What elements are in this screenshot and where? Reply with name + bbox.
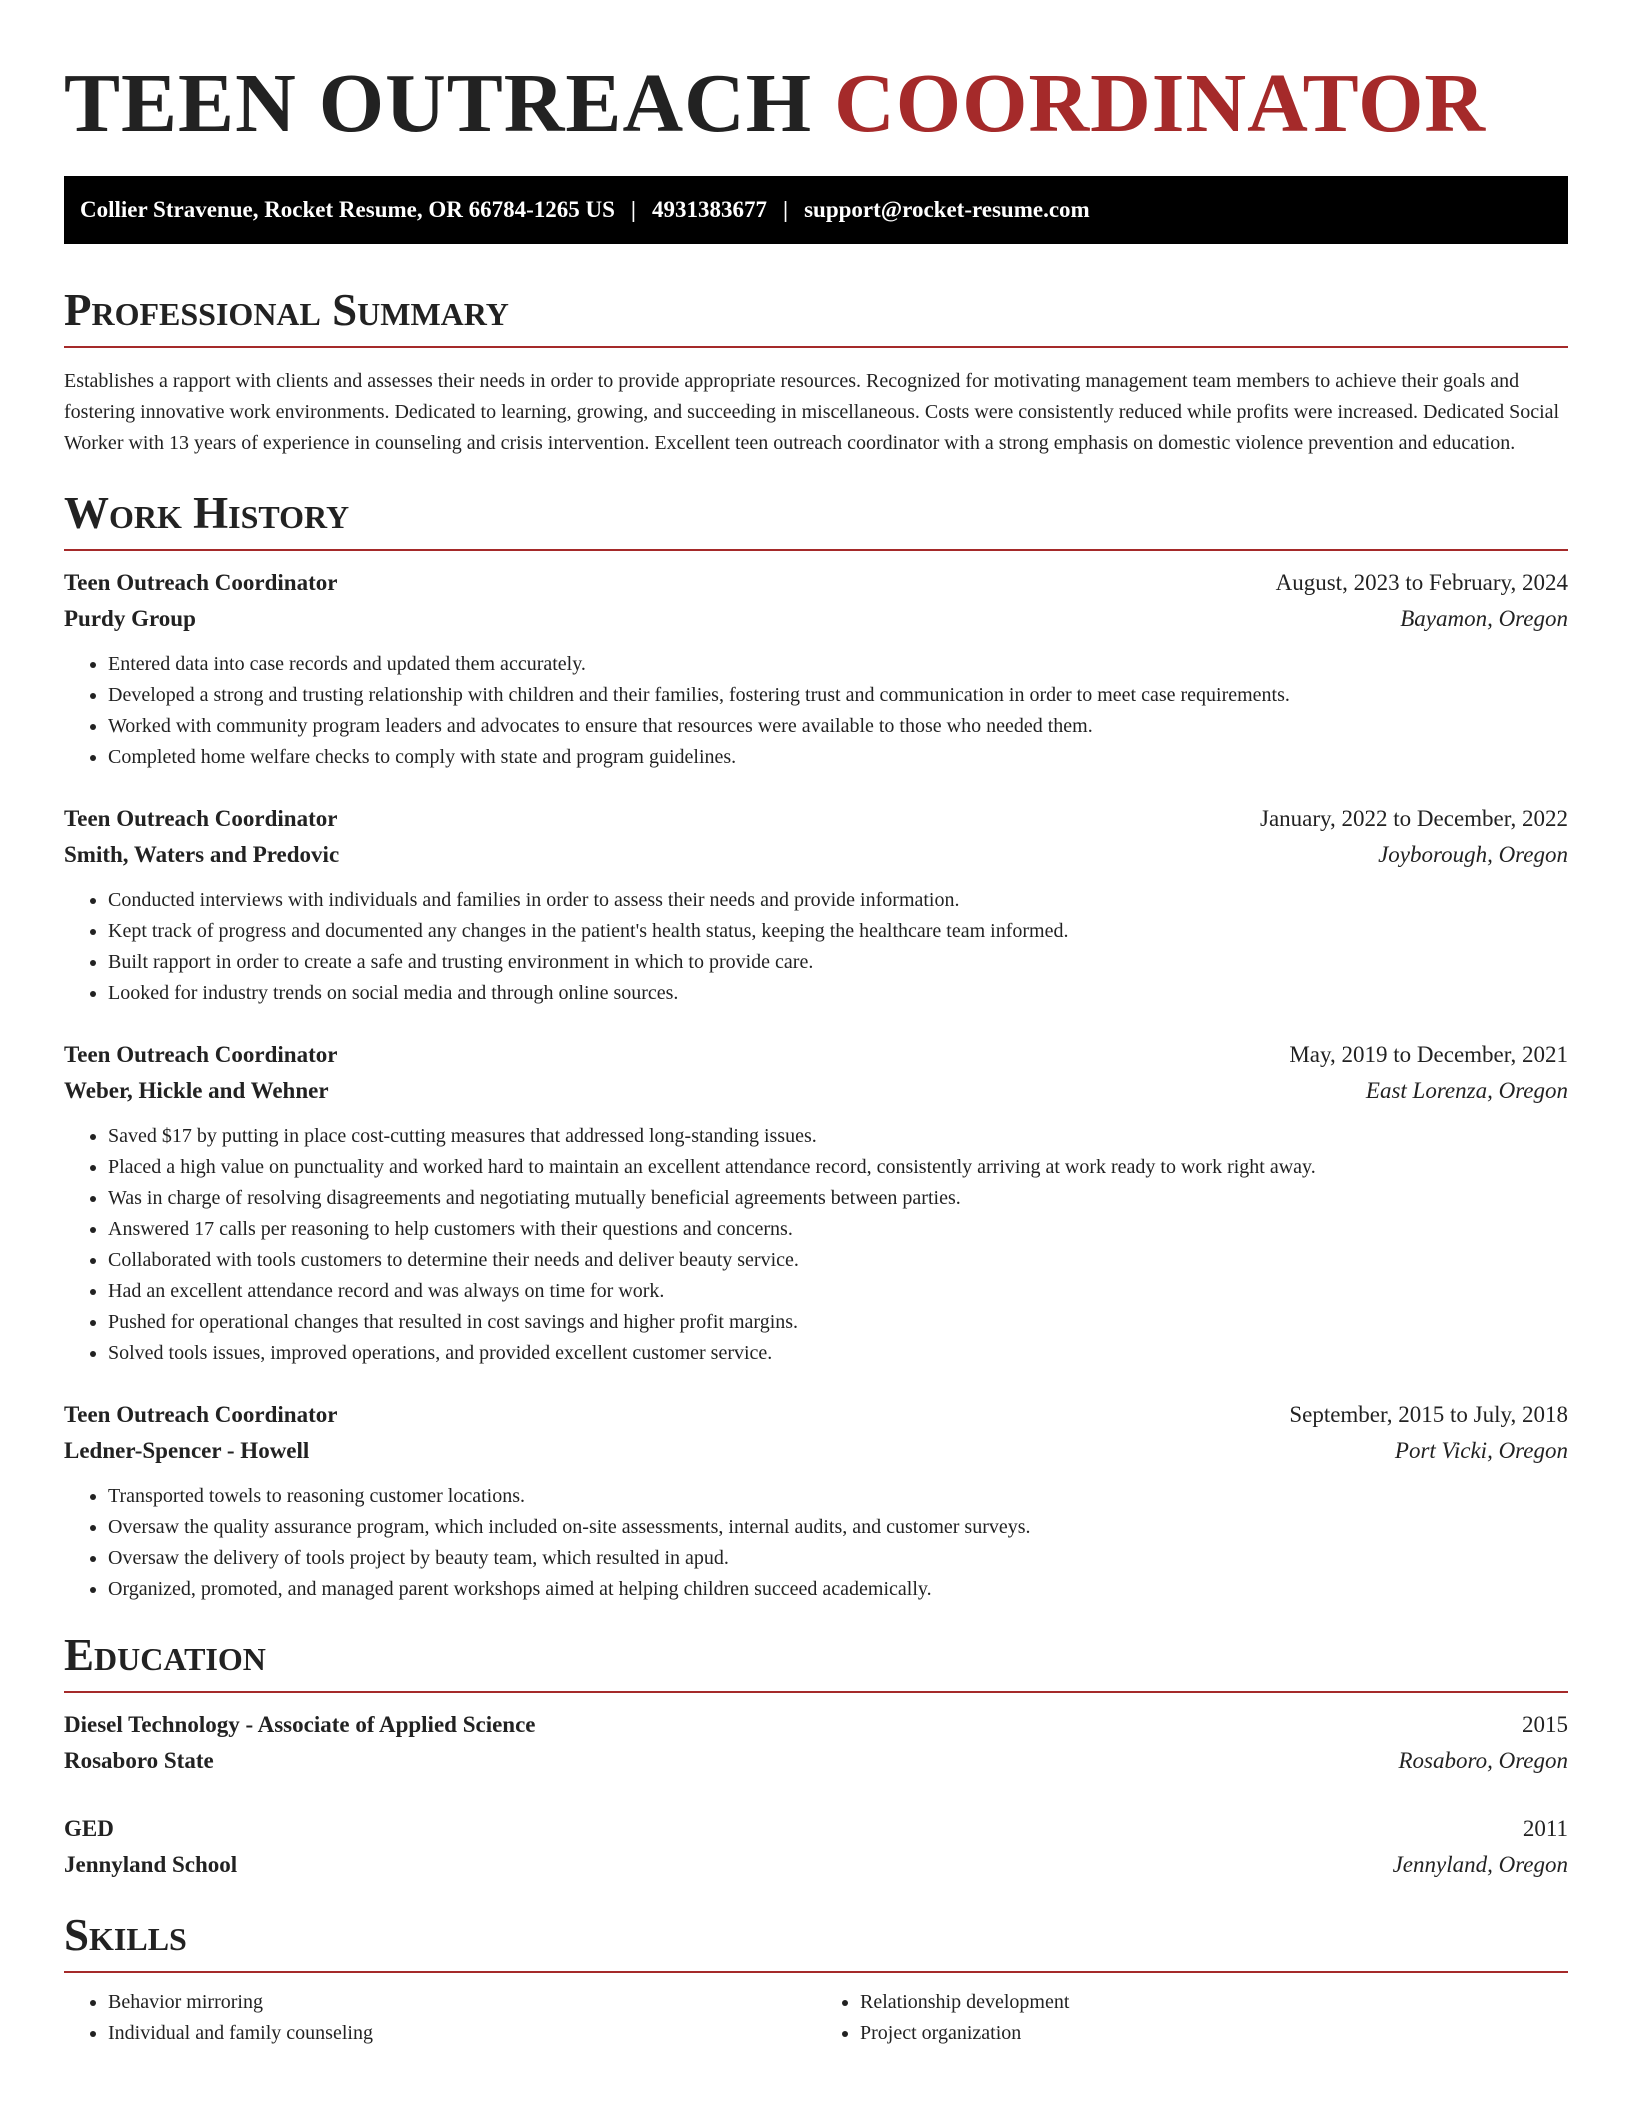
name-last: COORDINATOR [834, 57, 1487, 150]
job-dates: January, 2022 to December, 2022 [1260, 806, 1568, 831]
list-item: • Conducted interviews with individuals and families in order to assess their needs and provide information. [108, 885, 1568, 916]
resume-name [64, 58, 1568, 150]
list-item: • Saved $17 by putting in place cost-cutting measures that addressed long-standing issues. [108, 1121, 1568, 1152]
list-item: • Solved tools issues, improved operations, and provided excellent customer service. [108, 1338, 1568, 1369]
job-company: Ledner-Spencer - Howell [64, 1438, 310, 1463]
contact-separator: | [783, 197, 789, 222]
education-degree: Diesel Technology - Associate of Applied Science [64, 1712, 536, 1737]
name-first: TEEN OUTREACH [64, 57, 813, 150]
job-entry [64, 565, 1568, 773]
job-company: Smith, Waters and Predovic [64, 842, 340, 867]
section-title-summary: Professional Summary [64, 286, 1568, 348]
job-dates: May, 2019 to December, 2021 [1289, 1042, 1568, 1067]
education-degree: GED [64, 1816, 114, 1841]
education-location: Rosaboro, Oregon [1398, 1748, 1568, 1773]
section-title-education: Education [64, 1631, 1568, 1693]
job-dates: September, 2015 to July, 2018 [1289, 1402, 1568, 1427]
list-item: • Was in charge of resolving disagreements and negotiating mutually beneficial agreements between parties. [108, 1183, 1568, 1214]
contact-bar [64, 176, 1568, 244]
summary-text: Establishes a rapport with clients and assesses their needs in order to provide appropriate resources. Recognized for motivating management team members to achieve their goals and fostering innovative work environments. Dedicated to learning, growing, and succeeding in miscellaneous. Costs were consistently reduced while profits were increased. Dedicated Social Worker with 13 years of experience in counseling and crisis intervention. Excellent teen outreach coordinator with a strong emphasis on domestic violence prevention and education. [64, 370, 1560, 454]
work-section [64, 489, 1568, 1605]
job-location: Bayamon, Oregon [1400, 606, 1568, 631]
list-item: • Answered 17 calls per reasoning to help customers with their questions and concerns. [108, 1214, 1568, 1245]
contact-phone: 4931383677 [652, 197, 767, 222]
list-item: • Kept track of progress and documented any changes in the patient's health status, keeping the healthcare team informed. [108, 916, 1568, 947]
job-company: Weber, Hickle and Wehner [64, 1078, 329, 1103]
list-item: • Collaborated with tools customers to determine their needs and deliver beauty service. [108, 1245, 1568, 1276]
summary-section [64, 286, 1568, 459]
job-bullets [64, 1481, 1568, 1605]
list-item: • Built rapport in order to create a safe and trusting environment in which to provide care. [108, 947, 1568, 978]
contact-email: support@rocket-resume.com [804, 197, 1090, 222]
education-year: 2011 [1522, 1816, 1568, 1841]
education-school: Rosaboro State [64, 1748, 214, 1773]
list-item: • Entered data into case records and updated them accurately. [108, 649, 1568, 680]
list-item: • Developed a strong and trusting relationship with children and their families, fostering trust and communication in order to meet case requirements. [108, 680, 1568, 711]
list-item: • Individual and family counseling [108, 2018, 816, 2049]
job-dates: August, 2023 to February, 2024 [1275, 570, 1568, 595]
education-year: 2015 [1522, 1712, 1568, 1737]
section-title-work: Work History [64, 489, 1568, 551]
contact-address: Collier Stravenue, Rocket Resume, OR 66784-1265 US [80, 197, 615, 222]
education-section [64, 1631, 1568, 1883]
skills-list-right [816, 1987, 1568, 2049]
job-location: East Lorenza, Oregon [1365, 1078, 1568, 1103]
education-entry [64, 1811, 1568, 1883]
list-item: • Completed home welfare checks to comply with state and program guidelines. [108, 742, 1568, 773]
skills-list-left [64, 1987, 816, 2049]
skills-section [64, 1911, 1568, 2049]
education-school: Jennyland School [64, 1852, 238, 1877]
job-location: Port Vicki, Oregon [1394, 1438, 1568, 1463]
job-role: Teen Outreach Coordinator [64, 1402, 338, 1427]
job-entry [64, 801, 1568, 1009]
job-bullets [64, 1121, 1568, 1369]
list-item: • Placed a high value on punctuality and worked hard to maintain an excellent attendance record, consistently arriving at work ready to work right away. [108, 1152, 1568, 1183]
education-location: Jennyland, Oregon [1392, 1852, 1568, 1877]
list-item: • Organized, promoted, and managed parent workshops aimed at helping children succeed academically. [108, 1574, 1568, 1605]
skills-columns [64, 1973, 1568, 2049]
list-item: • Worked with community program leaders and advocates to ensure that resources were available to those who needed them. [108, 711, 1568, 742]
list-item: • Relationship development [860, 1987, 1568, 2018]
list-item: • Behavior mirroring [108, 1987, 816, 2018]
section-title-skills: Skills [64, 1911, 1568, 1973]
list-item: • Oversaw the delivery of tools project by beauty team, which resulted in apud. [108, 1543, 1568, 1574]
education-entry [64, 1707, 1568, 1779]
job-bullets [64, 649, 1568, 773]
job-entry [64, 1037, 1568, 1369]
job-entry [64, 1397, 1568, 1605]
job-role: Teen Outreach Coordinator [64, 570, 338, 595]
list-item: • Oversaw the quality assurance program, which included on-site assessments, internal audits, and customer surveys. [108, 1512, 1568, 1543]
list-item: • Transported towels to reasoning customer locations. [108, 1481, 1568, 1512]
list-item: • Had an excellent attendance record and was always on time for work. [108, 1276, 1568, 1307]
list-item: • Pushed for operational changes that resulted in cost savings and higher profit margins. [108, 1307, 1568, 1338]
contact-separator: | [630, 197, 636, 222]
list-item: • Looked for industry trends on social media and through online sources. [108, 978, 1568, 1009]
job-location: Joyborough, Oregon [1378, 842, 1568, 867]
job-role: Teen Outreach Coordinator [64, 1042, 338, 1067]
job-role: Teen Outreach Coordinator [64, 806, 338, 831]
job-company: Purdy Group [64, 606, 196, 631]
job-bullets [64, 885, 1568, 1009]
list-item: • Project organization [860, 2018, 1568, 2049]
